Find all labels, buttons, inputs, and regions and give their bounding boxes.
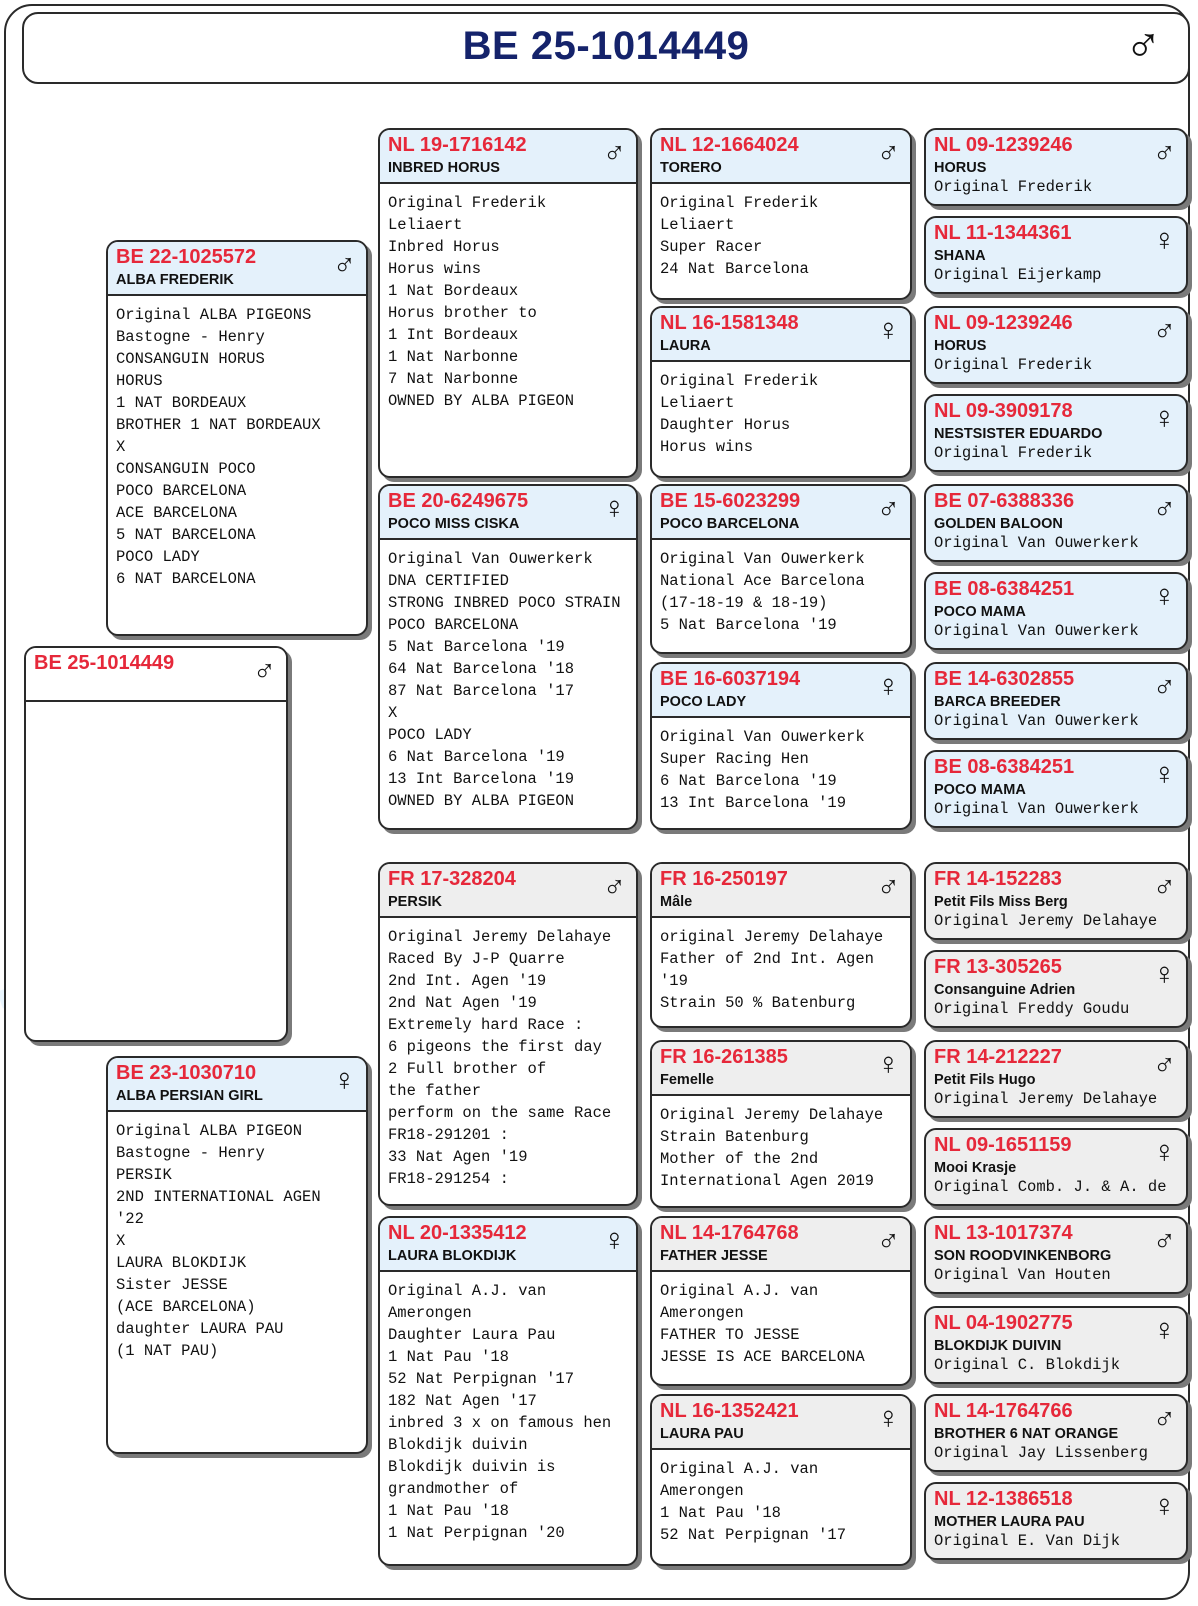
ring-number: NL 09-1651159 — [934, 1134, 1072, 1156]
pedigree-card-grandparent — [378, 128, 638, 478]
pigeon-origin: Original Van Houten — [934, 1266, 1111, 1284]
pigeon-name: ALBA PERSIAN GIRL — [116, 1088, 263, 1104]
ring-number: FR 16-261385 — [660, 1046, 788, 1068]
pigeon-notes: Original Van Ouwerkerk Super Racing Hen 6 Nat Barcelona '19 13 Int Barcelona '19 — [660, 728, 865, 812]
female-icon: ♀ — [876, 312, 900, 347]
pedigree-card-gen4 — [924, 484, 1188, 562]
pigeon-notes: Original Frederik Leliaert Daughter Horus Horus wins — [660, 372, 819, 456]
ring-number: NL 14-1764768 — [660, 1222, 799, 1244]
pigeon-origin: Original E. Van Dijk — [934, 1532, 1121, 1550]
male-icon: ♂ — [332, 246, 356, 281]
pigeon-name: Femelle — [660, 1072, 714, 1088]
pigeon-name: BLOKDIJK DUIVIN — [934, 1338, 1062, 1354]
pigeon-name: HORUS — [934, 338, 987, 354]
pigeon-name: POCO BARCELONA — [660, 516, 800, 532]
ring-number: FR 16-250197 — [660, 868, 788, 890]
pigeon-origin: Original Frederik — [934, 356, 1093, 374]
pigeon-name: INBRED HORUS — [388, 160, 500, 176]
pigeon-name: SON ROODVINKENBORG — [934, 1248, 1112, 1264]
pigeon-notes: original Jeremy Delahaye Father of 2nd Int. Agen '19 Strain 50 % Batenburg — [660, 928, 884, 1012]
subject-card — [24, 646, 288, 1042]
female-icon: ♀ — [876, 668, 900, 703]
pedigree-card-great-grandparent — [650, 1394, 912, 1566]
ring-number: BE 22-1025572 — [116, 246, 257, 268]
pigeon-origin: Original Eijerkamp — [934, 266, 1102, 284]
female-icon: ♀ — [1152, 578, 1176, 613]
female-icon: ♀ — [1152, 1312, 1176, 1347]
ring-number: NL 16-1581348 — [660, 312, 799, 334]
male-icon: ♂ — [876, 490, 900, 525]
male-icon: ♂ — [1152, 1046, 1176, 1081]
pedigree-card-gen4 — [924, 1040, 1188, 1118]
ring-number: NL 12-1664024 — [660, 134, 799, 156]
pigeon-origin: Original C. Blokdijk — [934, 1356, 1121, 1374]
pigeon-name: Petit Fils Hugo — [934, 1072, 1036, 1088]
ring-number: NL 09-1239246 — [934, 312, 1073, 334]
ring-number: BE 14-6302855 — [934, 668, 1075, 690]
pigeon-name: POCO MAMA — [934, 782, 1026, 798]
pedigree-card-gen4 — [924, 1482, 1188, 1560]
pigeon-name: SHANA — [934, 248, 986, 264]
pigeon-name: ALBA FREDERIK — [116, 272, 234, 288]
ring-number: NL 16-1352421 — [660, 1400, 799, 1422]
pigeon-name: GOLDEN BALOON — [934, 516, 1063, 532]
pigeon-notes: Original Frederik Leliaert Super Racer 24 Nat Barcelona — [660, 194, 819, 278]
pedigree-card-dam — [106, 1056, 368, 1454]
pigeon-name: POCO MAMA — [934, 604, 1026, 620]
ring-number: NL 11-1344361 — [934, 222, 1072, 244]
pedigree-card-gen4 — [924, 862, 1188, 940]
pigeon-origin: Original Van Ouwerkerk — [934, 622, 1139, 640]
male-icon: ♂ — [1124, 17, 1162, 73]
female-icon: ♀ — [1152, 1134, 1176, 1169]
ring-number: BE 08-6384251 — [934, 756, 1075, 778]
pigeon-name: Mooi Krasje — [934, 1160, 1017, 1176]
pigeon-name: LAURA BLOKDIJK — [388, 1248, 517, 1264]
male-icon: ♂ — [1152, 1400, 1176, 1435]
male-icon: ♂ — [876, 1222, 900, 1257]
pigeon-notes: Original Jeremy Delahaye Raced By J-P Quarre 2nd Int. Agen '19 2nd Nat Agen '19 Extremely hard Race : 6 pigeons the first day 2 Full brother of the father perform on the same Race FR18-291201 : 33 Nat Agen '19 FR18-291254 : — [388, 928, 612, 1188]
female-icon: ♀ — [1152, 956, 1176, 991]
pigeon-name: NESTSISTER EDUARDO — [934, 426, 1103, 442]
pedigree-card-great-grandparent — [650, 862, 912, 1028]
ring-number: BE 23-1030710 — [116, 1062, 257, 1084]
pigeon-name: Mâle — [660, 894, 693, 910]
ring-number: BE 20-6249675 — [388, 490, 529, 512]
pigeon-origin: Original Van Ouwerkerk — [934, 800, 1139, 818]
female-icon: ♀ — [1152, 756, 1176, 791]
pedigree-card-gen4 — [924, 662, 1188, 740]
pigeon-notes: Original ALBA PIGEONS Bastogne - Henry CONSANGUIN HORUS HORUS 1 NAT BORDEAUX BROTHER 1 NAT BORDEAUX X CONSANGUIN POCO POCO BARCELONA ACE BARCELONA 5 NAT BARCELONA POCO LADY 6 NAT BARCELONA — [116, 306, 321, 588]
ring-number: FR 17-328204 — [388, 868, 516, 890]
pedigree-card-gen4 — [924, 572, 1188, 650]
pigeon-origin: Original Frederik — [934, 178, 1093, 196]
pedigree-card-grandparent — [378, 1216, 638, 1566]
pigeon-notes: Original ALBA PIGEON Bastogne - Henry PERSIK 2ND INTERNATIONAL AGEN '22 X LAURA BLOKDIJK Sister JESSE (ACE BARCELONA) daughter LAURA PAU (1 NAT PAU) — [116, 1122, 321, 1360]
page-header — [22, 12, 1190, 84]
pigeon-origin: Original Van Ouwerkerk — [934, 534, 1139, 552]
pedigree-card-grandparent — [378, 862, 638, 1206]
pedigree-card-gen4 — [924, 1306, 1188, 1384]
male-icon: ♂ — [1152, 1222, 1176, 1257]
pedigree-card-gen4 — [924, 128, 1188, 206]
pigeon-name: MOTHER LAURA PAU — [934, 1514, 1085, 1530]
pedigree-card-gen4 — [924, 306, 1188, 384]
female-icon: ♀ — [876, 1400, 900, 1435]
page-title: BE 25-1014449 — [462, 24, 750, 68]
male-icon: ♂ — [252, 652, 276, 687]
ring-number: NL 13-1017374 — [934, 1222, 1073, 1244]
pedigree-card-sire — [106, 240, 368, 636]
male-icon: ♂ — [1152, 668, 1176, 703]
female-icon: ♀ — [602, 1222, 626, 1257]
pigeon-origin: Original Freddy Goudu — [934, 1000, 1130, 1018]
pedigree-card-grandparent — [378, 484, 638, 830]
female-icon: ♀ — [332, 1062, 356, 1097]
ring-number: NL 14-1764766 — [934, 1400, 1073, 1422]
pigeon-notes: Original A.J. van Amerongen Daughter Laura Pau 1 Nat Pau '18 52 Nat Perpignan '17 182 Nat Agen '17 inbred 3 x on famous hen Blokdijk duivin Blokdijk duivin is grandmother of 1 Nat Pau '18 1 Nat Perpignan '20 — [388, 1282, 612, 1542]
ring-number: NL 20-1335412 — [388, 1222, 527, 1244]
pigeon-origin: Original Van Ouwerkerk — [934, 712, 1139, 730]
ring-number: NL 12-1386518 — [934, 1488, 1073, 1510]
ring-number: BE 07-6388336 — [934, 490, 1075, 512]
pigeon-name: TORERO — [660, 160, 722, 176]
pigeon-notes: Original Jeremy Delahaye Strain Batenburg Mother of the 2nd International Agen 2019 — [660, 1106, 884, 1190]
pigeon-origin: Original Jeremy Delahaye — [934, 1090, 1158, 1108]
female-icon: ♀ — [1152, 400, 1176, 435]
ring-number: NL 09-3909178 — [934, 400, 1073, 422]
pedigree-card-gen4 — [924, 394, 1188, 472]
ring-number: NL 19-1716142 — [388, 134, 527, 156]
pigeon-name: PERSIK — [388, 894, 442, 910]
pedigree-card-great-grandparent — [650, 306, 912, 478]
pigeon-name: Petit Fils Miss Berg — [934, 894, 1068, 910]
pigeon-name: LAURA PAU — [660, 1426, 744, 1442]
male-icon: ♂ — [1152, 490, 1176, 525]
ring-number: BE 16-6037194 — [660, 668, 801, 690]
ring-number: BE 15-6023299 — [660, 490, 801, 512]
male-icon: ♂ — [876, 868, 900, 903]
ring-number: NL 04-1902775 — [934, 1312, 1073, 1334]
pedigree-card-gen4 — [924, 1128, 1188, 1206]
pigeon-origin: Original Jeremy Delahaye — [934, 912, 1158, 930]
pedigree-card-great-grandparent — [650, 662, 912, 830]
pigeon-name: BARCA BREEDER — [934, 694, 1061, 710]
ring-number: FR 14-152283 — [934, 868, 1062, 890]
male-icon: ♂ — [602, 868, 626, 903]
pedigree-card-great-grandparent — [650, 1216, 912, 1386]
ring-number: BE 25-1014449 — [34, 652, 175, 674]
pigeon-name: POCO MISS CISKA — [388, 516, 520, 532]
ring-number: FR 14-212227 — [934, 1046, 1062, 1068]
pigeon-origin: Original Comb. J. & A. de — [934, 1178, 1167, 1196]
pigeon-notes: Original A.J. van Amerongen 1 Nat Pau '18 52 Nat Perpignan '17 — [660, 1460, 847, 1544]
pedigree-card-great-grandparent — [650, 128, 912, 300]
male-icon: ♂ — [602, 134, 626, 169]
pedigree-card-gen4 — [924, 1216, 1188, 1294]
pedigree-card-gen4 — [924, 1394, 1188, 1472]
pedigree-card-gen4 — [924, 750, 1188, 828]
pigeon-notes: Original Frederik Leliaert Inbred Horus Horus wins 1 Nat Bordeaux Horus brother to 1 Int Bordeaux 1 Nat Narbonne 7 Nat Narbonne OWNED BY ALBA PIGEON — [388, 194, 575, 410]
ring-number: FR 13-305265 — [934, 956, 1062, 978]
pedigree-card-gen4 — [924, 950, 1188, 1028]
female-icon: ♀ — [1152, 222, 1176, 257]
pedigree-card-gen4 — [924, 216, 1188, 294]
male-icon: ♂ — [1152, 868, 1176, 903]
pigeon-notes: Original A.J. van Amerongen FATHER TO JESSE JESSE IS ACE BARCELONA — [660, 1282, 865, 1366]
pigeon-origin: Original Frederik — [934, 444, 1093, 462]
female-icon: ♀ — [602, 490, 626, 525]
pedigree-card-great-grandparent — [650, 1040, 912, 1208]
pigeon-name: LAURA — [660, 338, 711, 354]
pigeon-notes: Original Van Ouwerkerk DNA CERTIFIED STRONG INBRED POCO STRAIN POCO BARCELONA 5 Nat Barcelona '19 64 Nat Barcelona '18 87 Nat Barcelona '17 X POCO LADY 6 Nat Barcelona '19 13 Int Barcelona '19 OWNED BY ALBA PIGEON — [388, 550, 621, 810]
ring-number: NL 09-1239246 — [934, 134, 1073, 156]
pigeon-name: BROTHER 6 NAT ORANGE — [934, 1426, 1119, 1442]
male-icon: ♂ — [1152, 312, 1176, 347]
pigeon-name: POCO LADY — [660, 694, 747, 710]
pigeon-origin: Original Jay Lissenberg — [934, 1444, 1148, 1462]
female-icon: ♀ — [876, 1046, 900, 1081]
female-icon: ♀ — [1152, 1488, 1176, 1523]
pigeon-name: HORUS — [934, 160, 987, 176]
male-icon: ♂ — [876, 134, 900, 169]
pigeon-name: FATHER JESSE — [660, 1248, 768, 1264]
male-icon: ♂ — [1152, 134, 1176, 169]
pigeon-notes: Original Van Ouwerkerk National Ace Barcelona (17-18-19 & 18-19) 5 Nat Barcelona '19 — [660, 550, 865, 634]
pedigree-card-great-grandparent — [650, 484, 912, 654]
ring-number: BE 08-6384251 — [934, 578, 1075, 600]
pigeon-name: Consanguine Adrien — [934, 982, 1076, 998]
